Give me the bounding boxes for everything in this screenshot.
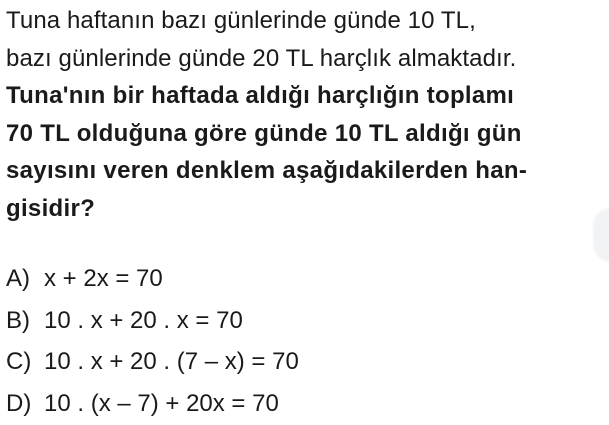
question-line: gisidir? bbox=[6, 194, 96, 222]
question-line: 70 TL olduğuna göre günde 10 TL aldığı gün bbox=[6, 119, 522, 147]
option-c[interactable] bbox=[6, 341, 606, 383]
option-letter: C) bbox=[6, 348, 32, 375]
question-line: sayısını veren denklem aşağıdakilerden han- bbox=[6, 157, 528, 184]
answer-options bbox=[6, 258, 606, 424]
option-b[interactable] bbox=[6, 300, 606, 342]
option-a[interactable] bbox=[6, 258, 606, 300]
option-letter: D) bbox=[6, 389, 32, 417]
option-text: 10 . x + 20 . x = 70 bbox=[44, 306, 243, 334]
question-line: Tuna haftanın bazı günlerinde günde 10 TL, bbox=[6, 7, 476, 34]
option-letter: A) bbox=[6, 265, 30, 292]
question-line: Tuna'nın bir haftada aldığı harçlığın toplamı bbox=[6, 82, 515, 109]
option-d[interactable] bbox=[6, 383, 606, 425]
option-text: x + 2x = 70 bbox=[44, 265, 163, 292]
option-text: 10 . (x – 7) + 20x = 70 bbox=[44, 389, 279, 417]
option-text: 10 . x + 20 . (7 – x) = 70 bbox=[44, 348, 299, 375]
edge-scroll-handle[interactable] bbox=[595, 210, 609, 260]
question-line: bazı günlerinde günde 20 TL harçlık almaktadır. bbox=[6, 44, 517, 72]
question-text bbox=[6, 2, 606, 227]
option-letter: B) bbox=[6, 306, 30, 334]
